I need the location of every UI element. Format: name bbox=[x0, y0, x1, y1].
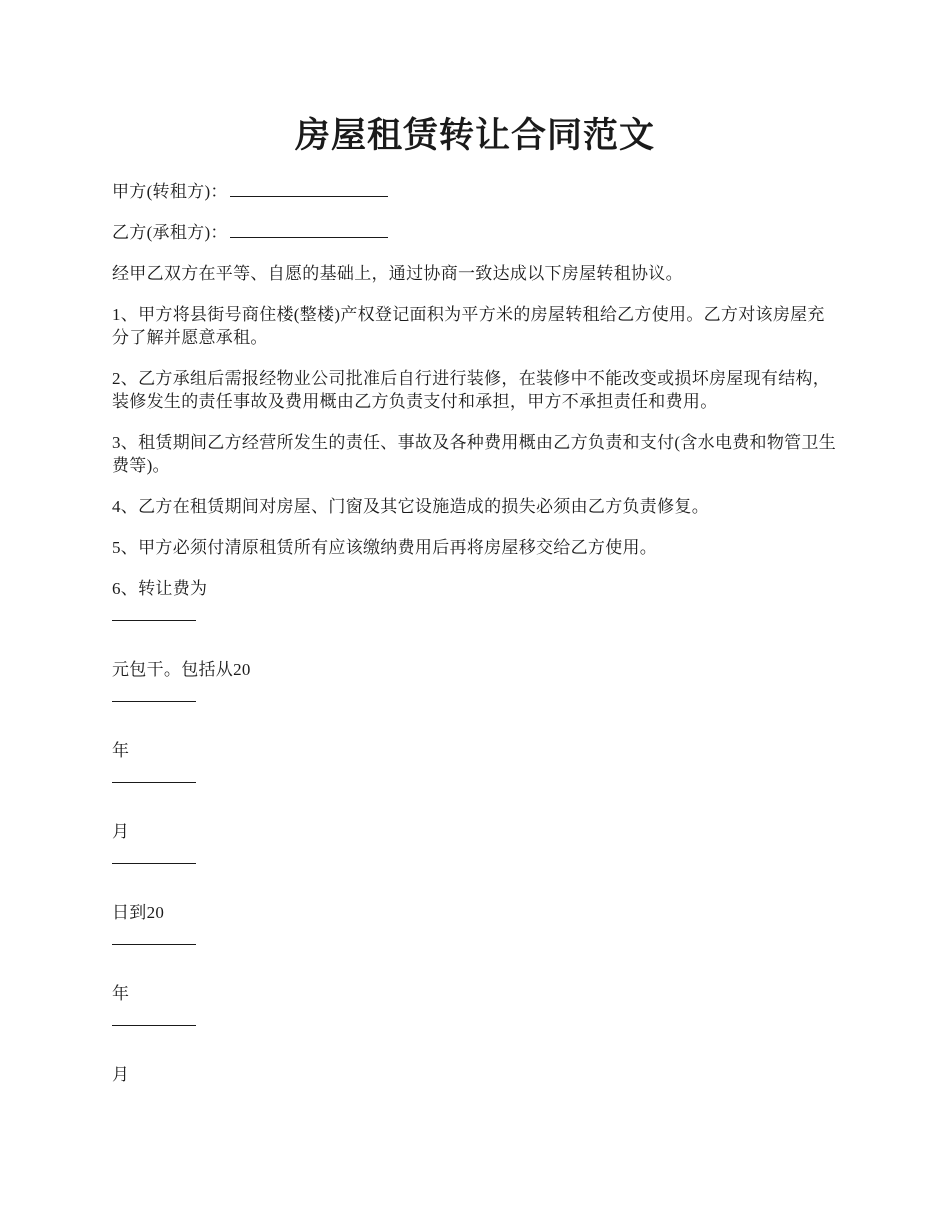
party-b-blank bbox=[230, 222, 388, 238]
clause-5: 5、甲方必须付清原租赁所有应该缴纳费用后再将房屋移交给乙方使用。 bbox=[112, 538, 658, 557]
party-a-line bbox=[112, 180, 840, 203]
document-title: 房屋租赁转让合同范文 bbox=[294, 116, 655, 155]
blank-line bbox=[112, 701, 196, 702]
blank-line bbox=[112, 620, 196, 621]
party-b-label: 乙方(承租方)： bbox=[112, 223, 228, 242]
blank-line bbox=[112, 944, 196, 945]
fragment-month-end: 月 bbox=[112, 1065, 130, 1084]
blank-line bbox=[112, 782, 196, 783]
fragment-amount: 元包干。包括从20 bbox=[112, 660, 251, 679]
fragment-month-start: 月 bbox=[112, 822, 130, 841]
clause-1: 1、甲方将县街号商住楼(整楼)产权登记面积为平方米的房屋转租给乙方使用。乙方对该房屋充分了解并愿意承租。 bbox=[112, 305, 825, 347]
blank-line bbox=[112, 863, 196, 864]
clause-2: 2、乙方承组后需报经物业公司批准后自行进行装修，在装修中不能改变或损坏房屋现有结构，装修发生的责任事故及费用概由乙方负责支付和承担，甲方不承担责任和费用。 bbox=[112, 369, 831, 411]
party-a-blank bbox=[230, 181, 388, 197]
fragment-year-start: 年 bbox=[112, 741, 130, 760]
clause-3: 3、租赁期间乙方经营所发生的责任、事故及各种费用概由乙方负责和支付(含水电费和物管卫生费等)。 bbox=[112, 433, 837, 475]
party-b-line bbox=[112, 221, 840, 244]
clause-6: 6、转让费为 bbox=[112, 579, 208, 598]
fragment-day-to: 日到20 bbox=[112, 903, 165, 922]
blank-line bbox=[112, 1025, 196, 1026]
fragment-year-end: 年 bbox=[112, 984, 130, 1003]
document-body bbox=[112, 180, 840, 1104]
clause-4: 4、乙方在租赁期间对房屋、门窗及其它设施造成的损失必须由乙方负责修复。 bbox=[112, 497, 709, 516]
party-a-label: 甲方(转租方)： bbox=[112, 182, 228, 201]
intro-paragraph: 经甲乙双方在平等、自愿的基础上，通过协商一致达成以下房屋转租协议。 bbox=[112, 264, 683, 283]
